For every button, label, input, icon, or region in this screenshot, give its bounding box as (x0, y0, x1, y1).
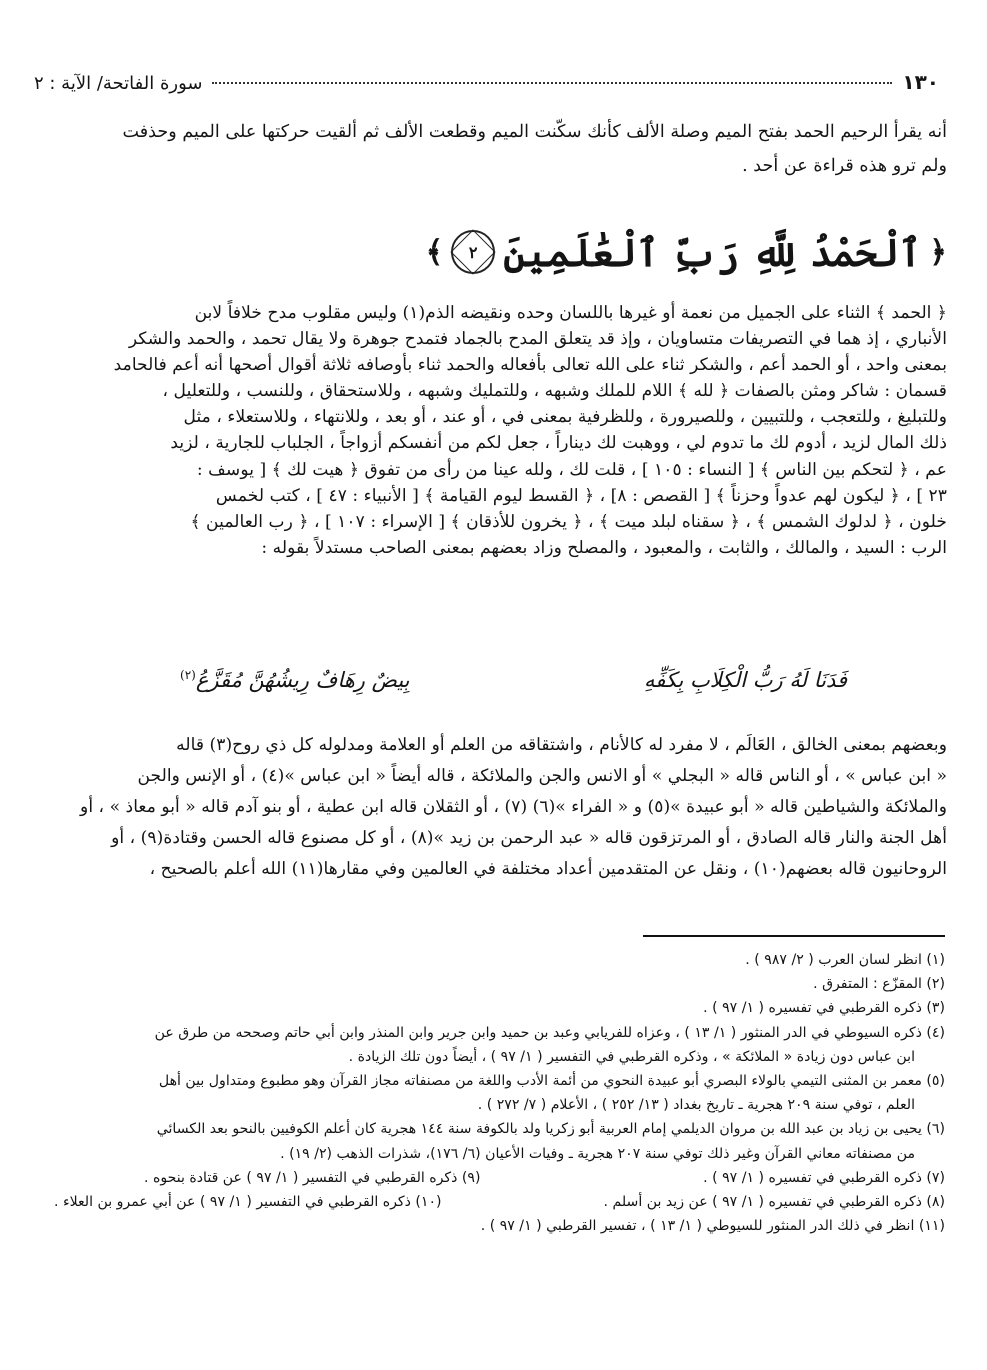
text-line: الرب : السيد ، والمالك ، والثابت ، والمعبود ، والمصلح وزاد بعضهم بمعنى الصاحب مستدلاً بقوله : (261, 537, 947, 558)
text-line: ﴿ الحمد ﴾ الثناء على الجميل من نعمة أو غيرها باللسان وحده ونقيضه الذم(١) وليس مقلوب مدح خلافاً لابن (194, 303, 947, 323)
ayah-number-medallion (451, 230, 495, 274)
footnote: (١٠) ذكره القرطبي في التفسير ( ١/ ٩٧ ) عن أبي عمرو بن العلاء . (54, 1194, 442, 1211)
footnotes (34, 948, 945, 1238)
surah-reference: سورة الفاتحة/ الآية : ٢ (34, 73, 203, 94)
verse-second-hemistich (180, 668, 410, 702)
header-dotted-leader (212, 82, 892, 84)
text-line: ولم ترو هذه قراءة عن أحد . (742, 156, 947, 176)
text-line: ذلك المال لزيد ، أدوم لك ما تدوم لي ، ووهبت لك ديناراً ، جعل لكم من أنفسكم أزواجاً ، الجلباب للجارية ، لزيد (170, 433, 947, 454)
footnote: (٧) ذكره القرطبي في تفسيره ( ١/ ٩٧ ) . (703, 1169, 945, 1186)
text-line: وبعضهم بمعنى الخالق ، العَالَم ، لا مفرد له كالأنام ، واشتقاقه من العلم أو العلامة ومدلوله كل ذي روح(٣) قاله (176, 735, 947, 755)
text-line: أنه يقرأ الرحيم الحمد بفتح الميم وصلة الألف كأنك سكّنت الميم وقطعت الألف ثم ألقيت حركتها على الميم وحذفت (122, 122, 947, 142)
ayah-text: ٱلْحَمْدُ لِلَّهِ رَبِّ ٱلْعَٰلَمِينَ (503, 229, 922, 275)
text-line: بمعنى واحد ، أو الحمد أعم ، والشكر ثناء على الله تعالى بأفعاله والحمد ثناء بأوصافه ثلاثة أقوال أصحها أنه أعم فالحامد (113, 355, 947, 376)
footnote: (٦) يحيى بن زياد بن عبد الله بن مروان الديلمي إمام العربية أبو زكريا ولد بالكوفة سنة ١٤٤ هجرية كان أعلم الكوفيين بالنحو بعد الكسائي (156, 1121, 945, 1138)
footnote-continuation: من مصنفاته معاني القرآن وغير ذلك توفي سنة ٢٠٧ هجرية ـ وفيات الأعيان (٦/ ١٧٦)، شذرات الذهب (٢/ ١٩) . (280, 1145, 915, 1162)
page-number: ١٣٠ (902, 70, 939, 94)
footnote: (١١) انظر في ذلك الدر المنثور للسيوطي ( ١/ ١٣ ) ، تفسير القرطبي ( ١/ ٩٧ ) . (480, 1218, 945, 1235)
text-line: « ابن عباس » ، أو الناس قاله « البجلي » أو الانس والجن والملائكة ، قاله أيضاً « ابن عباس »(٤) ، أو الإنس والجن (137, 766, 947, 786)
verse-second-hemistich-text: بِيضٌ رِهَافٌ رِيشُهُنَّ مُقَزَّعُ (195, 668, 410, 692)
verse-first-hemistich: فَدَنَا لَهُ رَبُّ الْكِلَابِ بِكَفِّهِ (643, 668, 847, 692)
text-line: ٢٣ ] ، ﴿ ليكون لهم عدواً وحزناً ﴾ [ القصص : ٨] ، ﴿ القسط ليوم القيامة ﴾ [ الأنبياء : ٤٧ ] ، كتب لخمس (215, 485, 947, 506)
footnote: (٢) المقزّع : المتفرق . (813, 976, 945, 993)
footnote: (٥) معمر بن المثنى التيمي بالولاء البصري أبو عبيدة النحوي من أئمة الأدب واللغة من مصنفاته مجاز القرآن وهو مطبوع ومتداول بين أهل (158, 1073, 945, 1090)
intro-paragraph (34, 115, 947, 183)
footnote: (٩) ذكره القرطبي في التفسير ( ١/ ٩٧ ) عن قتادة بنحوه . (144, 1169, 481, 1186)
text-line: قسمان : شاكر ومثن بالصفات ﴿ لله ﴾ اللام للملك وشبهه ، وللتمليك وشبهه ، وللاستحقاق ، وللنسب ، وللتعليل ، (162, 381, 947, 402)
footnote-row (34, 1166, 945, 1190)
footnote-separator (643, 935, 945, 937)
text-line: الروحانيون قاله بعضهم(١٠) ، ونقل عن المتقدمين أعداد مختلفة في العالمين وفي مقارها(١١) الله أعلم بالصحيح ، (149, 859, 947, 879)
commentary-paragraph (34, 300, 947, 561)
quran-verse-heading (120, 222, 947, 282)
commentary-paragraph-2 (34, 730, 947, 885)
footnote-continuation: ابن عباس دون زيادة « الملائكة » ، وذكره القرطبي في التفسير ( ١/ ٩٧ ) ، أيضاً دون تلك الزيادة . (348, 1048, 915, 1065)
text-line: خلون ، ﴿ لدلوك الشمس ﴾ ، ﴿ سقناه لبلد ميت ﴾ ، ﴿ يخرون للأذقان ﴾ [ الإسراء : ١٠٧ ] ، ﴿ رب العالمين ﴾ (190, 511, 947, 532)
poetry-verse (180, 668, 847, 702)
running-header (34, 70, 939, 100)
text-line: الأنباري ، إذ هما في التصريفات متساويان ، وإذ قد يتعلق المدح بالجماد فتمدح جوهرة ولا يقال تحمد ، والحمد والشكر (128, 329, 947, 350)
footnote: (١) انظر لسان العرب ( ٢/ ٩٨٧ ) . (745, 952, 945, 968)
ornate-bracket-close: ﴾ (425, 234, 444, 270)
footnote: (٣) ذكره القرطبي في تفسيره ( ١/ ٩٧ ) . (703, 1000, 945, 1017)
footnote: (٤) ذكره السيوطي في الدر المنثور ( ١/ ١٣ ) ، وعزاه للفريابي وعبد بن حميد وابن جرير وابن المنذر وابن أبي حاتم وصححه من طرق عن (154, 1024, 945, 1041)
text-line: أهل الجنة والنار قاله الصادق ، أو المرتزقون قاله « عبد الرحمن بن زيد »(٨) ، أو كل مصنوع قاله الحسن وقتادة(٩) ، أو (111, 828, 947, 848)
footnote: (٨) ذكره القرطبي في تفسيره ( ١/ ٩٧ ) عن زيد بن أسلم . (603, 1194, 945, 1211)
footnote-continuation: العلم ، توفي سنة ٢٠٩ هجرية ـ تاريخ بغداد ( ١٣/ ٢٥٢ ) ، الأعلام ( ٧/ ٢٧٢ ) . (477, 1097, 915, 1114)
text-line: عم ، ﴿ لتحكم بين الناس ﴾ [ النساء : ١٠٥ ] ، قلت لك ، ولله عينا من رأى من تفوق ﴿ هيت لك ﴾ [ يوسف : (196, 459, 947, 480)
text-line: وللتبليغ ، وللتعجب ، وللتبيين ، وللصيرورة ، وللظرفية بمعنى في ، أو عند ، أو بعد ، وللانتهاء ، وللاستعلاء ، مثل (183, 407, 947, 428)
ornate-bracket-open: ﴿ (929, 234, 947, 270)
footnote-row (34, 1190, 945, 1214)
text-line: والملائكة والشياطين قاله « أبو عبيدة »(٥) و « الفراء »(٦) (٧) ، أو الثقلان قاله ابن عطية ، أو بنو آدم قاله « أبو معاذ » ، أو (80, 797, 947, 817)
footnote-marker: (٢) (180, 668, 196, 682)
ayah-number: ٢ (468, 242, 478, 262)
